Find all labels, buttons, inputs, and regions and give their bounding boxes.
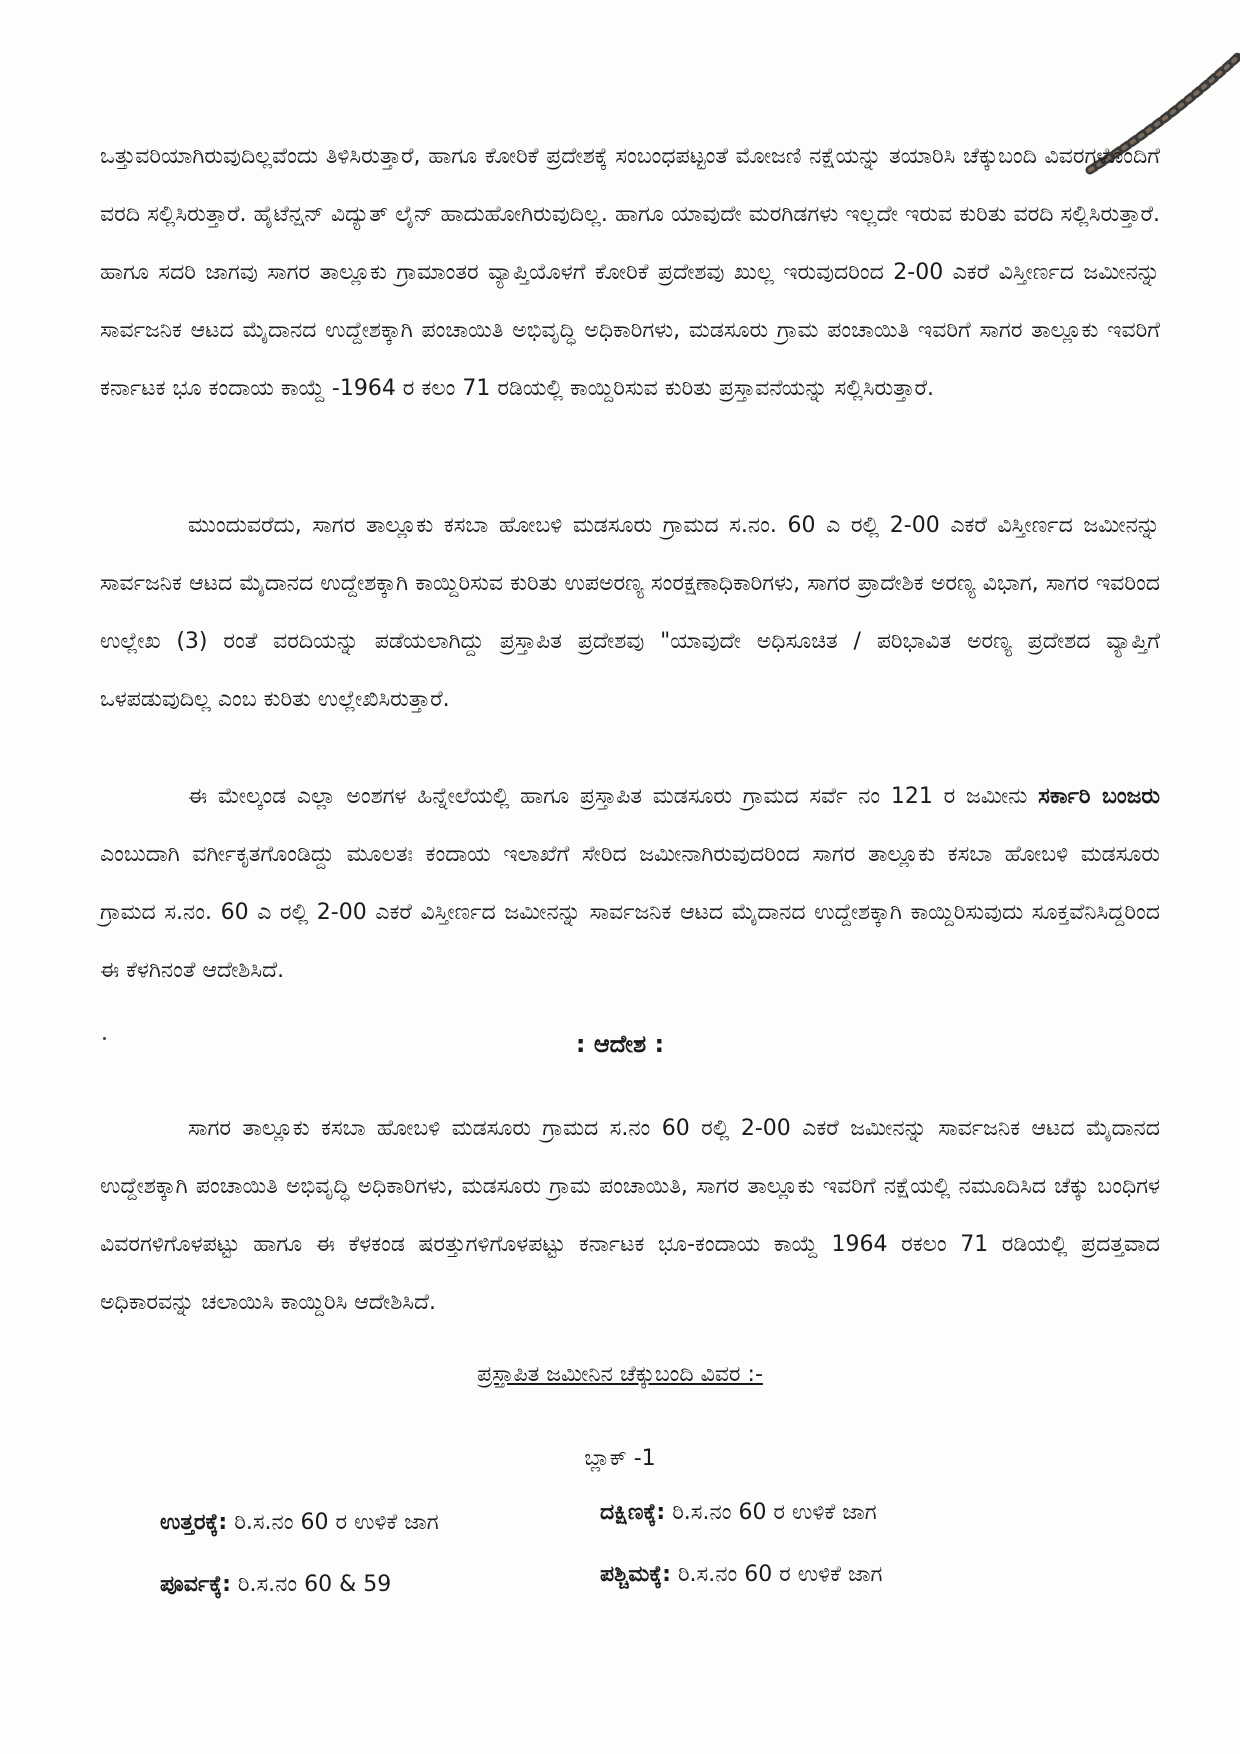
boundary-south-label: ದಕ್ಷಿಣಕ್ಕೆ: (600, 1500, 666, 1525)
paragraph-classification (100, 768, 1160, 1000)
order-heading: : ಆದೇಶ : (575, 1030, 665, 1058)
boundary-west-label: ಪಶ್ಚಿಮಕ್ಕೆ: (600, 1562, 671, 1587)
land-classification: ಸರ್ಕಾರಿ ಬಂಜರು (1038, 784, 1161, 809)
paragraph-classification-end: ಎಂಬುದಾಗಿ ವರ್ಗೀಕೃತಗೊಂಡಿದ್ದು ಮೂಲತಃ ಕಂದಾಯ ಇಲಾಖೆಗೆ ಸೇರಿದ ಜಮೀನಾಗಿರುವುದರಿಂದ ಸಾಗರ ತಾಲ್ಲೂಕು ಕಸಬಾ ಹೋಬಳಿ ಮಡಸೂರು ಗ್ರಾಮದ ಸ.ನಂ. 60 ಎ ರಲ್ಲಿ 2-00 ಎಕರೆ ವಿಸ್ತೀರ್ಣದ ಜಮೀನನ್ನು ಸಾರ್ವಜನಿಕ ಆಟದ ಮೈದಾನದ ಉದ್ದೇಶಕ್ಕಾಗಿ ಕಾಯ್ದಿರಿಸುವುದು ಸೂಕ್ತವೆನಿಸಿದ್ದರಿಂದ ಈ ಕೆಳಗಿನಂತೆ ಆದೇಶಿಸಿದೆ. (100, 842, 1160, 983)
boundary-east-label: ಪೂರ್ವಕ್ಕೆ: (160, 1572, 231, 1597)
paragraph-classification-start: ಈ ಮೇಲ್ಕಂಡ ಎಲ್ಲಾ ಅಂಶಗಳ ಹಿನ್ನೇಲೆಯಲ್ಲಿ ಹಾಗೂ ಪ್ರಸ್ತಾಪಿತ ಮಡಸೂರು ಗ್ರಾಮದ ಸರ್ವೆ ನಂ 121 ರ ಜಮೀನು (188, 784, 1039, 809)
boundary-east-value: ರಿ.ಸ.ನಂ 60 & 59 (237, 1572, 392, 1597)
boundary-west-value: ರಿ.ಸ.ನಂ 60 ರ ಉಳಿಕೆ ಜಾಗ (677, 1562, 883, 1587)
boundary-west (600, 1562, 882, 1587)
block-title: ಬ್ಲಾಕ್ -1 (584, 1446, 656, 1471)
boundary-north (160, 1510, 439, 1535)
boundary-south (600, 1500, 877, 1525)
boundary-heading: ಪ್ರಸ್ತಾಪಿತ ಜಮೀನಿನ ಚೆಕ್ಕುಬಂದಿ ವಿವರ :- (477, 1362, 763, 1387)
boundary-north-label: ಉತ್ತರಕ್ಕೆ: (160, 1510, 228, 1535)
paragraph-proposal: ಒತ್ತುವರಿಯಾಗಿರುವುದಿಲ್ಲವೆಂದು ತಿಳಿಸಿರುತ್ತಾರೆ, ಹಾಗೂ ಕೋರಿಕೆ ಪ್ರದೇಶಕ್ಕೆ ಸಂಬಂಧಪಟ್ಟಂತೆ ಮೋಜಣಿ ನಕ್ಷೆಯನ್ನು ತಯಾರಿಸಿ ಚೆಕ್ಕುಬಂದಿ ವಿವರಗಳೊಂದಿಗೆ ವರದಿ ಸಲ್ಲಿಸಿರುತ್ತಾರೆ. ಹೈಟೆನ್ಷನ್ ವಿದ್ಯುತ್ ಲೈನ್ ಹಾದುಹೋಗಿರುವುದಿಲ್ಲ. ಹಾಗೂ ಯಾವುದೇ ಮರಗಿಡಗಳು ಇಲ್ಲದೇ ಇರುವ ಕುರಿತು ವರದಿ ಸಲ್ಲಿಸಿರುತ್ತಾರೆ. ಹಾಗೂ ಸದರಿ ಜಾಗವು ಸಾಗರ ತಾಲ್ಲೂಕು ಗ್ರಾಮಾಂತರ ವ್ಯಾಪ್ತಿಯೊಳಗೆ ಕೋರಿಕೆ ಪ್ರದೇಶವು ಖುಲ್ಲ ಇರುವುದರಿಂದ 2-00 ಎಕರೆ ವಿಸ್ತೀರ್ಣದ ಜಮೀನನ್ನು ಸಾರ್ವಜನಿಕ ಆಟದ ಮೈದಾನದ ಉದ್ದೇಶಕ್ಕಾಗಿ ಪಂಚಾಯಿತಿ ಅಭಿವೃದ್ಧಿ ಅಧಿಕಾರಿಗಳು, ಮಡಸೂರು ಗ್ರಾಮ ಪಂಚಾಯಿತಿ ಇವರಿಗೆ ಸಾಗರ ತಾಲ್ಲೂಕು ಇವರಿಗೆ ಕರ್ನಾಟಕ ಭೂ ಕಂದಾಯ ಕಾಯ್ದೆ -1964 ರ ಕಲಂ 71 ರಡಿಯಲ್ಲಿ ಕಾಯ್ದಿರಿಸುವ ಕುರಿತು ಪ್ರಸ್ತಾವನೆಯನ್ನು ಸಲ್ಲಿಸಿರುತ್ತಾರೆ. (100, 144, 1160, 401)
boundary-east (160, 1572, 391, 1597)
paragraph-forest-report: ಮುಂದುವರೆದು, ಸಾಗರ ತಾಲ್ಲೂಕು ಕಸಬಾ ಹೋಬಳಿ ಮಡಸೂರು ಗ್ರಾಮದ ಸ.ನಂ. 60 ಎ ರಲ್ಲಿ 2-00 ಎಕರೆ ವಿಸ್ತೀರ್ಣದ ಜಮೀನನ್ನು ಸಾರ್ವಜನಿಕ ಆಟದ ಮೈದಾನದ ಉದ್ದೇಶಕ್ಕಾಗಿ ಕಾಯ್ದಿರಿಸುವ ಕುರಿತು ಉಪಅರಣ್ಯ ಸಂರಕ್ಷಣಾಧಿಕಾರಿಗಳು, ಸಾಗರ ಪ್ರಾದೇಶಿಕ ಅರಣ್ಯ ವಿಭಾಗ, ಸಾಗರ ಇವರಿಂದ ಉಲ್ಲೇಖ (3) ರಂತೆ ವರದಿಯನ್ನು ಪಡೆಯಲಾಗಿದ್ದು ಪ್ರಸ್ತಾಪಿತ ಪ್ರದೇಶವು "ಯಾವುದೇ ಅಧಿಸೂಚಿತ / ಪರಿಭಾವಿತ ಅರಣ್ಯ ಪ್ರದೇಶದ ವ್ಯಾಪ್ತಿಗೆ ಒಳಪಡುವುದಿಲ್ಲ ಎಂಬ ಕುರಿತು ಉಲ್ಲೇಖಿಸಿರುತ್ತಾರೆ. (100, 513, 1160, 712)
boundary-north-value: ರಿ.ಸ.ನಂ 60 ರ ಉಳಿಕೆ ಜಾಗ (234, 1510, 439, 1535)
paragraph-order: ಸಾಗರ ತಾಲ್ಲೂಕು ಕಸಬಾ ಹೋಬಳಿ ಮಡಸೂರು ಗ್ರಾಮದ ಸ.ನಂ 60 ರಲ್ಲಿ 2-00 ಎಕರೆ ಜಮೀನನ್ನು ಸಾರ್ವಜನಿಕ ಆಟದ ಮೈದಾನದ ಉದ್ದೇಶಕ್ಕಾಗಿ ಪಂಚಾಯಿತಿ ಅಭಿವೃದ್ಧಿ ಅಧಿಕಾರಿಗಳು, ಮಡಸೂರು ಗ್ರಾಮ ಪಂಚಾಯಿತಿ, ಸಾಗರ ತಾಲ್ಲೂಕು ಇವರಿಗೆ ನಕ್ಷೆಯಲ್ಲಿ ನಮೂದಿಸಿದ ಚೆಕ್ಕು ಬಂಧಿಗಳ ವಿವರಗಳಿಗೊಳಪಟ್ಟು ಹಾಗೂ ಈ ಕೆಳಕಂಡ ಷರತ್ತುಗಳಿಗೊಳಪಟ್ಟು ಕರ್ನಾಟಕ ಭೂ-ಕಂದಾಯ ಕಾಯ್ದೆ 1964 ರಕಲಂ 71 ರಡಿಯಲ್ಲಿ ಪ್ರದತ್ತವಾದ ಅಧಿಕಾರವನ್ನು ಚಲಾಯಿಸಿ ಕಾಯ್ದಿರಿಸಿ ಆದೇಶಿಸಿದೆ. (100, 1116, 1160, 1315)
boundary-south-value: ರಿ.ಸ.ನಂ 60 ರ ಉಳಿಕೆ ಜಾಗ (672, 1500, 877, 1525)
